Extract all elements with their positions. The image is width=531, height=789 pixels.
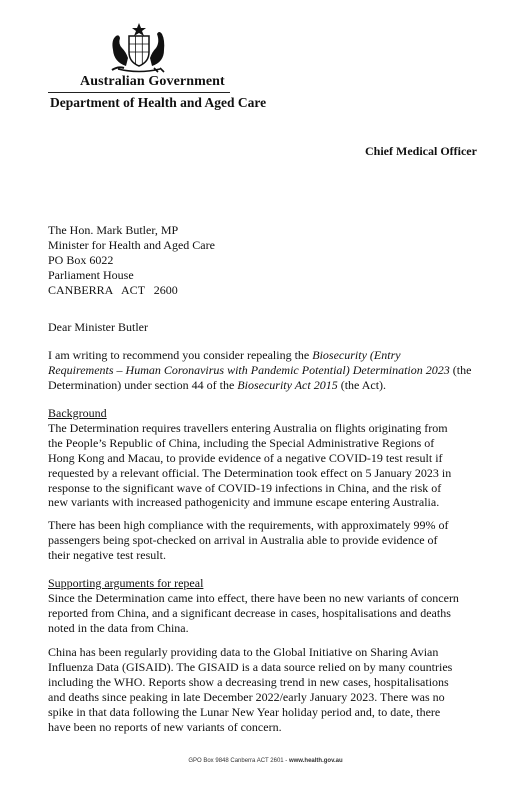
supporting-section [48,576,496,636]
paragraph-line [48,363,496,378]
address-line: Parliament House [48,267,134,282]
intro-title-italic: Requirements – Human Coronavirus with Pandemic Potential) Determination 2023 [48,362,450,377]
paragraph-line: Influenza Data (GISAID). The GISAID is a data source relied on by many countries [48,659,453,674]
coat-of-arms-icon [104,22,174,74]
gisaid-paragraph [48,645,496,734]
paragraph-line: There has been high compliance with the requirements, with approximately 99% of [48,518,449,532]
department-name: Department of Health and Aged Care [50,95,267,110]
background-heading: Background [48,406,107,420]
sender-role: Chief Medical Officer [365,144,477,158]
paragraph-line: including the WHO. Reports show a decreasing trend in new cases, hospitalisations [48,674,449,689]
paragraph-line [48,348,496,363]
paragraph-line: spike in that data following the Lunar New Year holiday period and, to date, there [48,704,441,719]
paragraph-line: noted in the data from China. [48,620,189,635]
paragraph-line: have been no reports of new variants of concern. [48,719,282,734]
paragraph-line: their negative test result. [48,547,166,562]
paragraph-line: the People’s Republic of China, including the Special Administrative Regions of [48,435,435,450]
salutation: Dear Minister Butler [48,320,148,334]
recipient-address [48,223,496,298]
paragraph-line: passengers being spot-checked on arrival in Australia able to provide evidence of [48,532,438,547]
paragraph-line: China has been regularly providing data to the Global Initiative on Sharing Avian [48,645,439,659]
address-line: PO Box 6022 [48,252,114,267]
intro-text: I am writing to recommend you consider repealing the [48,348,313,362]
footer-postal: GPO Box 9848 Canberra ACT 2601 - [188,758,289,764]
paragraph-line: response to the significant wave of COVID-19 infections in China, and the risk of [48,480,442,495]
paragraph-line: requested by a relevant official. The Determination took effect on 5 January 2023 in [48,465,452,480]
intro-title-italic: Biosecurity (Entry [312,348,401,362]
header-divider [48,92,230,93]
intro-text: (the Act). [337,377,387,392]
paragraph-line: and deaths since peaking in late December 2022/early January 2023. There was no [48,689,445,704]
paragraph-line: new variants with increased pathogenicity and immune escape entering Australia. [48,495,440,510]
paragraph-line: Hong Kong and Macau, to provide evidence of a negative COVID-19 test result if [48,450,443,465]
intro-text: (the [449,362,472,377]
address-line: CANBERRA ACT 2600 [48,282,178,297]
paragraph-line: Since the Determination came into effect, there have been no new variants of concern [48,590,459,605]
intro-paragraph [48,348,496,393]
government-name: Australian Government [80,74,225,89]
intro-text: Determination) under section 44 of the [48,377,238,392]
address-line: The Hon. Mark Butler, MP [48,223,179,237]
paragraph-line [48,378,496,393]
compliance-paragraph [48,518,496,563]
act-name-italic: Biosecurity Act 2015 [237,377,338,392]
supporting-heading: Supporting arguments for repeal [48,576,204,590]
footer-website-link[interactable]: www.health.gov.au [288,758,343,764]
paragraph-line: reported from China, and a significant decrease in cases, hospitalisations and deaths [48,605,451,620]
paragraph-line: The Determination requires travellers entering Australia on flights originating from [48,420,448,435]
footer-address [0,758,531,764]
background-section [48,406,496,510]
address-line: Minister for Health and Aged Care [48,237,215,252]
